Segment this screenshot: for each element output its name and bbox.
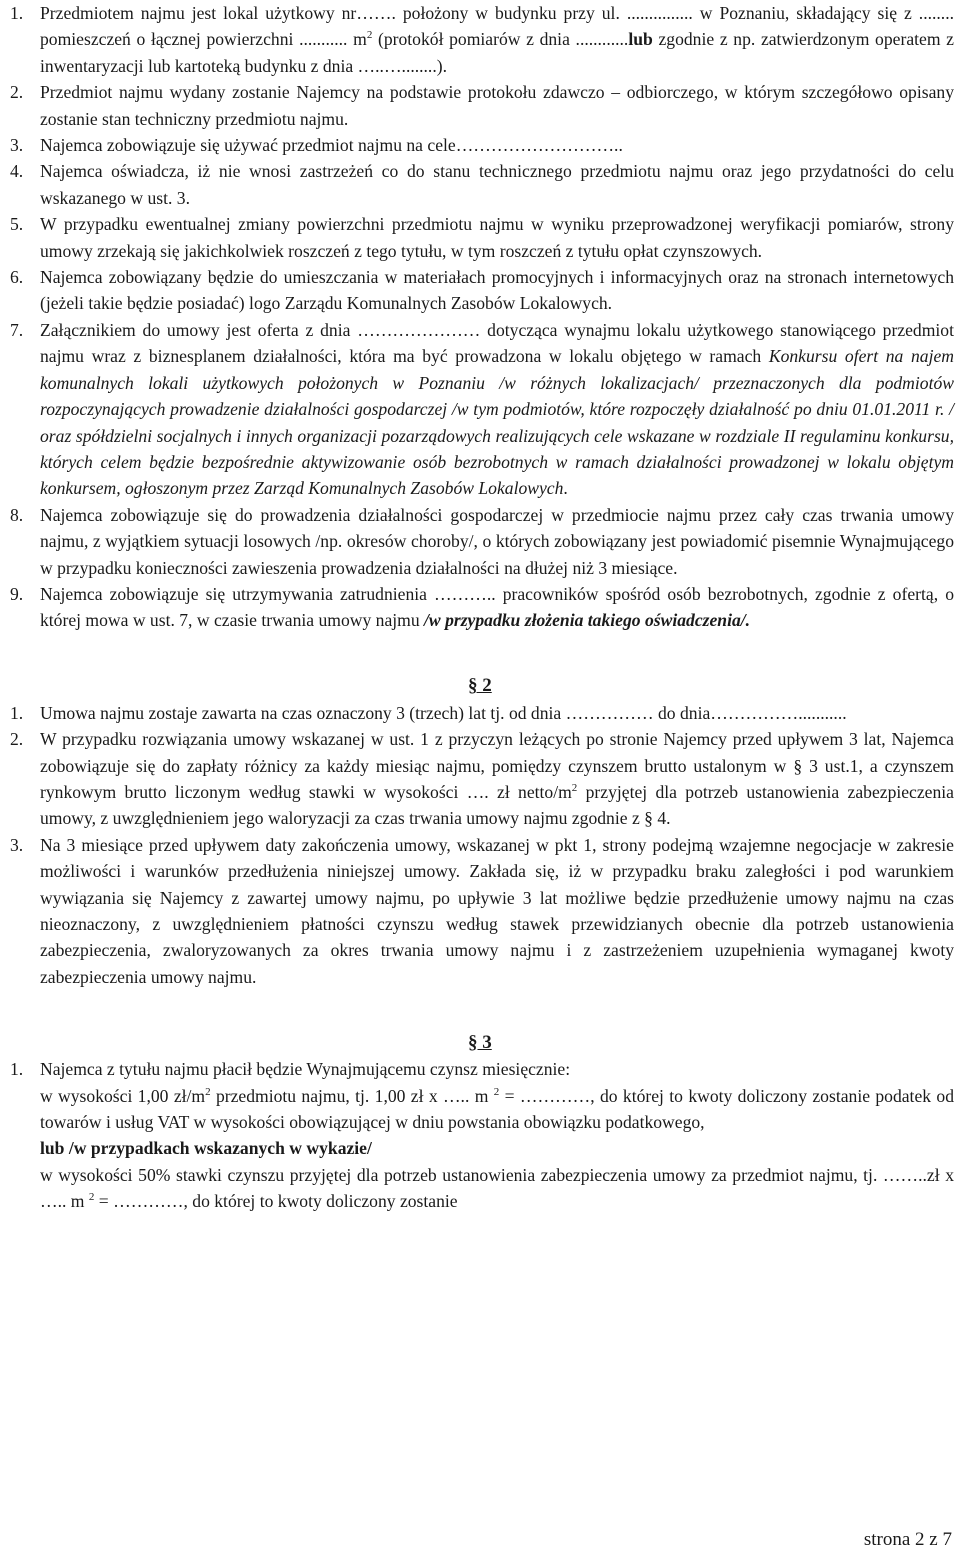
section-3-heading-row [10, 990, 954, 1056]
text-run: Załącznikiem do umowy jest oferta z dnia ………………… dotycząca wynajmu lokalu użytkowego stanowiącego przedmiot najmu wraz z biznesplanem działalności, która ma być prowadzona w lokalu objętego w ramach [40, 319, 954, 367]
section-3-list [10, 1056, 954, 1082]
item-number: 3. [10, 135, 24, 156]
superscript: 2 [571, 781, 578, 794]
text-run: Przedmiotem najmu jest lokal użytkowy nr……. położony w budynku przy ul. ............... w Poznaniu, składający się z ........ pomieszczeń o łącznej powierzchni ........... m [40, 3, 954, 50]
section-2-list [10, 700, 954, 990]
item-number: 1. [10, 3, 24, 23]
list-item [10, 317, 954, 502]
bold-text: lub [628, 29, 653, 50]
paragraph [10, 1162, 954, 1215]
superscript: 2 [205, 1085, 211, 1098]
text-run: przedmiotu najmu, tj. 1,00 zł x ….. m [210, 1085, 494, 1106]
list-item [10, 132, 954, 158]
text-run: Umowa najmu zostaje zawarta na czas oznaczony 3 (trzech) lat tj. od dnia …………… do dnia……………........... [40, 702, 847, 723]
italic-text: Konkursu ofert na najem komunalnych lokali użytkowych położonych w Poznaniu /w różnych lokalizacjach/ przeznaczonych dla podmiotów rozpoczynających prowadzenie działalności gospodarczej /w tym podmiotów, które rozpoczęły działalność po dniu 01.01.2011 r. / oraz spółdzielni socjalnych i innych organizacji pozarządowych realizujących cele wskazane w rozdziale II regulaminu konkursu, których celem będzie bezpośrednie aktywizowanie osób bezrobotnych w ramach działalności prowadzonej w lokalu objętym konkursem, ogłoszonym przez Zarząd Komunalnych Zasobów Lokalowych [40, 346, 954, 499]
list-item [10, 264, 954, 317]
text-run: Najemca zobowiązuje się używać przedmiot najmu na cele……………………….. [40, 135, 623, 156]
text-run: = …………, do której to kwoty doliczony zostanie [94, 1191, 458, 1212]
superscript: 2 [366, 29, 373, 42]
paragraph [10, 1083, 954, 1136]
text-run: W przypadku rozwiązania umowy wskazanej w ust. 1 z przyczyn leżących po stronie Najemcy przed upływem 3 lat, Najemca zobowiązuje się do zapłaty różnicy za każdy miesiąc najmu, pomiędzy czynszem brutto ustalonym w § 3 ust.1, a czynszem rynkowym brutto liczonym według stawki w wysokości …. zł netto/m [40, 729, 954, 802]
text-run: zgodnie z np. zatwierdzonym operatem z inwentaryzacji lub kartoteką budynku z dnia …..…........). [40, 29, 954, 76]
list-item [10, 700, 954, 726]
item-number: 5. [10, 214, 24, 235]
list-item [10, 0, 954, 79]
list-item [10, 1056, 954, 1082]
section-2-heading-row [10, 634, 954, 700]
text-run: W przypadku ewentualnej zmiany powierzchni przedmiotu najmu w wyniku przeprowadzonej weryfikacji pomiarów, strony umowy zrzekają się jakichkolwiek roszczeń z tego tytułu, w tym roszczeń z tytułu opłat czynszowych. [40, 214, 954, 261]
text-run: Najemca oświadcza, iż nie wnosi zastrzeżeń co do stanu technicznego przedmiotu najmu oraz jego przydatności do celu wskazanego w ust. 3. [40, 161, 954, 208]
text-run: Na 3 miesiące przed upływem daty zakończenia umowy, wskazanej w pkt 1, strony podejmą wzajemne negocjacje w zakresie możliwości i warunków przedłużenia niniejszej umowy. Zakłada się, iż w przypadku braku zaległości i pod warunkiem wywiązania się Najemcy z zawartej umowy najmu, po upływie 3 lat możliwe będzie przedłużenie umowy najmu na czas nieoznaczony, z uwzględnieniem płatności czynszu według stawek przewidzianych obecnie dla potrzeb ustanowienia zabezpieczenia, zwaloryzowanych za okres trwania umowy najmu i z zastrzeżeniem uzupełnienia wymaganej kwoty zabezpieczenia umowy najmu. [40, 834, 954, 987]
list-item [10, 726, 954, 832]
section-2-heading: § 2 [468, 675, 492, 697]
list-item [10, 502, 954, 581]
item-number: 4. [10, 161, 24, 182]
text-run: w wysokości 50% stawki czynszu przyjętej dla potrzeb ustanowienia zabezpieczenia umowy za przedmiot najmu, tj. ……..zł x ….. m [40, 1164, 954, 1212]
text-run: przyjętej dla potrzeb ustanowienia zabezpieczenia umowy, z uwzględnieniem jego waloryzacji za czas trwania umowy najmu zgodnie z § 4. [40, 781, 954, 829]
text-run: = …………, do której to kwoty doliczony zostanie podatek od towarów i usług VAT w wysokości obowiązującej w dniu powstania obowiązku podatkowego, [40, 1085, 954, 1133]
text-run: Najemca zobowiązuje się do prowadzenia działalności gospodarczej w przedmiocie najmu przez cały czas trwania umowy najmu, z wyjątkiem sytuacji losowych /np. okresów choroby/, o których zobowiązany jest powiadomić pisemnie Wynajmującego w przypadku konieczności zawieszenia prowadzenia działalności na dłużej niż 3 miesiące. [40, 504, 954, 578]
text-run: Najemca zobowiązany będzie do umieszczania w materiałach promocyjnych i informacyjnych oraz na stronach internetowych (jeżeli takie będzie posiadać) logo Zarządu Komunalnych Zasobów Lokalowych. [40, 267, 954, 314]
item-number: 7. [10, 319, 24, 340]
item-number: 2. [10, 729, 24, 750]
list-item [10, 79, 954, 132]
bold-italic-text: /w przypadku złożenia takiego oświadczenia/. [424, 610, 751, 631]
item-number: 8. [10, 504, 24, 525]
list-item [10, 581, 954, 634]
list-item [10, 158, 954, 211]
text-run: Najemca zobowiązuje się utrzymywania zatrudnienia ……….. pracowników spośród osób bezrobotnych, zgodnie z ofertą, o której mowa w ust. 7, w czasie trwania umowy najmu [40, 583, 954, 631]
item-number: 1. [10, 702, 24, 723]
list-item [10, 832, 954, 990]
item-number: 6. [10, 267, 24, 288]
section-1-list [10, 0, 954, 634]
superscript: 2 [493, 1085, 500, 1098]
text-run: . [563, 478, 568, 499]
item-number: 1. [10, 1059, 24, 1080]
item-number: 3. [10, 834, 24, 855]
item-number: 9. [10, 583, 24, 604]
text-run: (protokół pomiarów z dnia ............ [372, 29, 629, 50]
paragraph [10, 1135, 954, 1161]
item-number: 2. [10, 82, 24, 103]
list-item [10, 211, 954, 264]
text-run: Przedmiot najmu wydany zostanie Najemcy na podstawie protokołu zdawczo – odbiorczego, w którym szczegółowo opisany zostanie stan techniczny przedmiotu najmu. [40, 82, 954, 129]
text-run: Najemca z tytułu najmu płacił będzie Wynajmującemu czynsz miesięcznie: [40, 1059, 571, 1080]
section-3-paragraphs [10, 1083, 954, 1215]
bold-text: lub /w przypadkach wskazanych w wykazie/ [40, 1138, 372, 1159]
superscript: 2 [88, 1191, 95, 1204]
section-3-heading: § 3 [468, 1031, 492, 1053]
text-run: w wysokości 1,00 zł/m [40, 1085, 206, 1106]
page-number: strona 2 z 7 [863, 1529, 952, 1550]
